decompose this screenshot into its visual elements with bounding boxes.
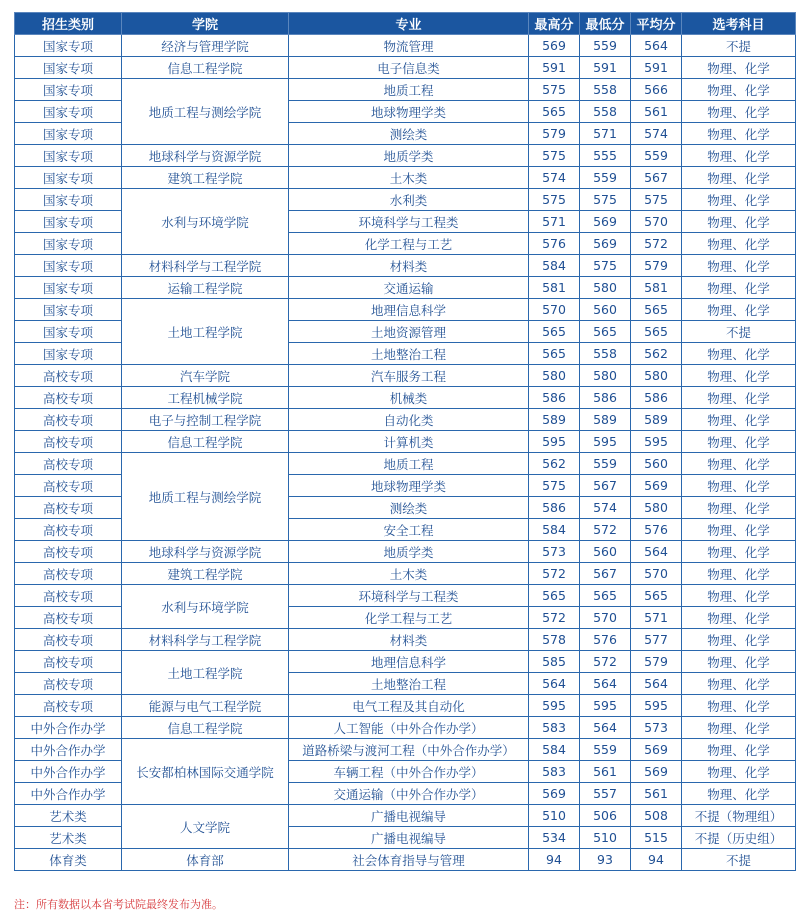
header-college: 学院 (122, 13, 289, 35)
table-row (15, 453, 796, 475)
college-cell: 电子与控制工程学院 (122, 409, 289, 431)
subjects-cell: 物理、化学 (682, 585, 796, 607)
avg-score-cell: 567 (631, 167, 682, 189)
max-score-cell: 586 (529, 497, 580, 519)
subjects-cell: 物理、化学 (682, 79, 796, 101)
avg-score-cell: 564 (631, 35, 682, 57)
college-cell: 地球科学与资源学院 (122, 145, 289, 167)
footnote: 注：所有数据以本省考试院最终发布为准。 (14, 898, 223, 911)
college-cell: 信息工程学院 (122, 57, 289, 79)
max-score-cell: 585 (529, 651, 580, 673)
avg-score-cell: 579 (631, 255, 682, 277)
subjects-cell: 物理、化学 (682, 189, 796, 211)
category-cell: 国家专项 (15, 321, 122, 343)
category-cell: 中外合作办学 (15, 783, 122, 805)
subjects-cell: 物理、化学 (682, 431, 796, 453)
college-cell: 汽车学院 (122, 365, 289, 387)
max-score-cell: 595 (529, 695, 580, 717)
subjects-cell: 不提 (682, 35, 796, 57)
header-major: 专业 (289, 13, 529, 35)
table-row (15, 849, 796, 871)
avg-score-cell: 564 (631, 673, 682, 695)
table-header-row (15, 13, 796, 35)
subjects-cell: 物理、化学 (682, 717, 796, 739)
major-cell: 测绘类 (289, 123, 529, 145)
major-cell: 环境科学与工程类 (289, 585, 529, 607)
major-cell: 道路桥梁与渡河工程（中外合作办学） (289, 739, 529, 761)
college-cell: 运输工程学院 (122, 277, 289, 299)
category-cell: 高校专项 (15, 453, 122, 475)
major-cell: 物流管理 (289, 35, 529, 57)
subjects-cell: 物理、化学 (682, 739, 796, 761)
subjects-cell: 物理、化学 (682, 57, 796, 79)
avg-score-cell: 565 (631, 585, 682, 607)
avg-score-cell: 565 (631, 321, 682, 343)
category-cell: 艺术类 (15, 827, 122, 849)
category-cell: 国家专项 (15, 299, 122, 321)
subjects-cell: 物理、化学 (682, 673, 796, 695)
category-cell: 高校专项 (15, 387, 122, 409)
category-cell: 国家专项 (15, 189, 122, 211)
min-score-cell: 580 (580, 365, 631, 387)
min-score-cell: 591 (580, 57, 631, 79)
table-body (15, 35, 796, 871)
major-cell: 土地整治工程 (289, 673, 529, 695)
table-row (15, 541, 796, 563)
table-row (15, 409, 796, 431)
major-cell: 社会体育指导与管理 (289, 849, 529, 871)
avg-score-cell: 94 (631, 849, 682, 871)
max-score-cell: 570 (529, 299, 580, 321)
min-score-cell: 572 (580, 651, 631, 673)
category-cell: 国家专项 (15, 79, 122, 101)
max-score-cell: 565 (529, 585, 580, 607)
min-score-cell: 555 (580, 145, 631, 167)
major-cell: 安全工程 (289, 519, 529, 541)
avg-score-cell: 561 (631, 783, 682, 805)
category-cell: 国家专项 (15, 233, 122, 255)
avg-score-cell: 572 (631, 233, 682, 255)
min-score-cell: 589 (580, 409, 631, 431)
avg-score-cell: 566 (631, 79, 682, 101)
avg-score-cell: 515 (631, 827, 682, 849)
category-cell: 高校专项 (15, 475, 122, 497)
max-score-cell: 565 (529, 321, 580, 343)
max-score-cell: 584 (529, 519, 580, 541)
college-cell: 土地工程学院 (122, 651, 289, 695)
college-cell: 长安都柏林国际交通学院 (122, 739, 289, 805)
category-cell: 高校专项 (15, 563, 122, 585)
college-cell: 水利与环境学院 (122, 585, 289, 629)
max-score-cell: 94 (529, 849, 580, 871)
max-score-cell: 565 (529, 343, 580, 365)
category-cell: 高校专项 (15, 541, 122, 563)
subjects-cell: 物理、化学 (682, 651, 796, 673)
avg-score-cell: 569 (631, 761, 682, 783)
college-cell: 经济与管理学院 (122, 35, 289, 57)
max-score-cell: 534 (529, 827, 580, 849)
min-score-cell: 559 (580, 739, 631, 761)
table-row (15, 57, 796, 79)
subjects-cell: 物理、化学 (682, 497, 796, 519)
avg-score-cell: 573 (631, 717, 682, 739)
category-cell: 中外合作办学 (15, 739, 122, 761)
college-cell: 地球科学与资源学院 (122, 541, 289, 563)
avg-score-cell: 569 (631, 475, 682, 497)
avg-score-cell: 571 (631, 607, 682, 629)
max-score-cell: 564 (529, 673, 580, 695)
table-row (15, 167, 796, 189)
max-score-cell: 586 (529, 387, 580, 409)
major-cell: 环境科学与工程类 (289, 211, 529, 233)
min-score-cell: 569 (580, 211, 631, 233)
max-score-cell: 572 (529, 563, 580, 585)
max-score-cell: 571 (529, 211, 580, 233)
max-score-cell: 589 (529, 409, 580, 431)
major-cell: 计算机类 (289, 431, 529, 453)
major-cell: 土木类 (289, 563, 529, 585)
max-score-cell: 584 (529, 255, 580, 277)
college-cell: 地质工程与测绘学院 (122, 453, 289, 541)
major-cell: 土地整治工程 (289, 343, 529, 365)
subjects-cell: 物理、化学 (682, 409, 796, 431)
subjects-cell: 物理、化学 (682, 563, 796, 585)
min-score-cell: 575 (580, 189, 631, 211)
max-score-cell: 575 (529, 145, 580, 167)
subjects-cell: 物理、化学 (682, 277, 796, 299)
category-cell: 国家专项 (15, 277, 122, 299)
category-cell: 高校专项 (15, 673, 122, 695)
subjects-cell: 物理、化学 (682, 299, 796, 321)
college-cell: 地质工程与测绘学院 (122, 79, 289, 145)
category-cell: 国家专项 (15, 57, 122, 79)
min-score-cell: 565 (580, 321, 631, 343)
avg-score-cell: 570 (631, 563, 682, 585)
max-score-cell: 575 (529, 475, 580, 497)
max-score-cell: 578 (529, 629, 580, 651)
min-score-cell: 510 (580, 827, 631, 849)
college-cell: 土地工程学院 (122, 299, 289, 365)
major-cell: 地球物理学类 (289, 475, 529, 497)
category-cell: 国家专项 (15, 123, 122, 145)
category-cell: 高校专项 (15, 695, 122, 717)
category-cell: 高校专项 (15, 365, 122, 387)
college-cell: 人文学院 (122, 805, 289, 849)
major-cell: 地质工程 (289, 453, 529, 475)
max-score-cell: 572 (529, 607, 580, 629)
max-score-cell: 584 (529, 739, 580, 761)
major-cell: 土地资源管理 (289, 321, 529, 343)
table-row (15, 629, 796, 651)
major-cell: 车辆工程（中外合作办学） (289, 761, 529, 783)
table-row (15, 695, 796, 717)
avg-score-cell: 559 (631, 145, 682, 167)
subjects-cell: 物理、化学 (682, 255, 796, 277)
min-score-cell: 586 (580, 387, 631, 409)
max-score-cell: 574 (529, 167, 580, 189)
max-score-cell: 581 (529, 277, 580, 299)
subjects-cell: 物理、化学 (682, 233, 796, 255)
min-score-cell: 557 (580, 783, 631, 805)
table-row (15, 365, 796, 387)
category-cell: 高校专项 (15, 431, 122, 453)
min-score-cell: 559 (580, 167, 631, 189)
table-row (15, 431, 796, 453)
category-cell: 高校专项 (15, 497, 122, 519)
major-cell: 电气工程及其自动化 (289, 695, 529, 717)
header-max-score: 最高分 (529, 13, 580, 35)
major-cell: 广播电视编导 (289, 827, 529, 849)
subjects-cell: 物理、化学 (682, 387, 796, 409)
college-cell: 工程机械学院 (122, 387, 289, 409)
max-score-cell: 562 (529, 453, 580, 475)
min-score-cell: 559 (580, 35, 631, 57)
avg-score-cell: 591 (631, 57, 682, 79)
min-score-cell: 569 (580, 233, 631, 255)
avg-score-cell: 574 (631, 123, 682, 145)
table-row (15, 35, 796, 57)
major-cell: 广播电视编导 (289, 805, 529, 827)
min-score-cell: 560 (580, 299, 631, 321)
min-score-cell: 595 (580, 431, 631, 453)
table-row (15, 255, 796, 277)
major-cell: 测绘类 (289, 497, 529, 519)
min-score-cell: 580 (580, 277, 631, 299)
avg-score-cell: 580 (631, 365, 682, 387)
avg-score-cell: 564 (631, 541, 682, 563)
avg-score-cell: 580 (631, 497, 682, 519)
college-cell: 建筑工程学院 (122, 563, 289, 585)
major-cell: 地质学类 (289, 541, 529, 563)
table-row (15, 79, 796, 101)
table-row (15, 189, 796, 211)
avg-score-cell: 565 (631, 299, 682, 321)
avg-score-cell: 575 (631, 189, 682, 211)
avg-score-cell: 589 (631, 409, 682, 431)
max-score-cell: 580 (529, 365, 580, 387)
college-cell: 信息工程学院 (122, 431, 289, 453)
header-category: 招生类别 (15, 13, 122, 35)
major-cell: 机械类 (289, 387, 529, 409)
subjects-cell: 物理、化学 (682, 761, 796, 783)
table-row (15, 277, 796, 299)
category-cell: 中外合作办学 (15, 761, 122, 783)
max-score-cell: 583 (529, 717, 580, 739)
major-cell: 交通运输 (289, 277, 529, 299)
table-row (15, 299, 796, 321)
major-cell: 汽车服务工程 (289, 365, 529, 387)
table-row (15, 145, 796, 167)
table-row (15, 739, 796, 761)
major-cell: 交通运输（中外合作办学） (289, 783, 529, 805)
avg-score-cell: 569 (631, 739, 682, 761)
category-cell: 高校专项 (15, 585, 122, 607)
max-score-cell: 595 (529, 431, 580, 453)
avg-score-cell: 595 (631, 695, 682, 717)
subjects-cell: 物理、化学 (682, 629, 796, 651)
category-cell: 国家专项 (15, 211, 122, 233)
min-score-cell: 572 (580, 519, 631, 541)
major-cell: 地球物理学类 (289, 101, 529, 123)
min-score-cell: 560 (580, 541, 631, 563)
subjects-cell: 物理、化学 (682, 695, 796, 717)
min-score-cell: 561 (580, 761, 631, 783)
college-cell: 体育部 (122, 849, 289, 871)
table-row (15, 387, 796, 409)
college-cell: 水利与环境学院 (122, 189, 289, 255)
max-score-cell: 510 (529, 805, 580, 827)
category-cell: 高校专项 (15, 651, 122, 673)
max-score-cell: 569 (529, 35, 580, 57)
min-score-cell: 558 (580, 79, 631, 101)
subjects-cell: 物理、化学 (682, 211, 796, 233)
subjects-cell: 物理、化学 (682, 101, 796, 123)
max-score-cell: 591 (529, 57, 580, 79)
category-cell: 国家专项 (15, 167, 122, 189)
subjects-cell: 物理、化学 (682, 453, 796, 475)
major-cell: 材料类 (289, 629, 529, 651)
subjects-cell: 物理、化学 (682, 541, 796, 563)
category-cell: 高校专项 (15, 409, 122, 431)
avg-score-cell: 579 (631, 651, 682, 673)
min-score-cell: 564 (580, 673, 631, 695)
category-cell: 高校专项 (15, 629, 122, 651)
min-score-cell: 570 (580, 607, 631, 629)
category-cell: 国家专项 (15, 343, 122, 365)
min-score-cell: 574 (580, 497, 631, 519)
subjects-cell: 物理、化学 (682, 519, 796, 541)
min-score-cell: 576 (580, 629, 631, 651)
major-cell: 化学工程与工艺 (289, 233, 529, 255)
major-cell: 化学工程与工艺 (289, 607, 529, 629)
subjects-cell: 不提（历史组） (682, 827, 796, 849)
avg-score-cell: 560 (631, 453, 682, 475)
min-score-cell: 559 (580, 453, 631, 475)
header-avg-score: 平均分 (631, 13, 682, 35)
subjects-cell: 不提 (682, 321, 796, 343)
table-row (15, 651, 796, 673)
subjects-cell: 物理、化学 (682, 145, 796, 167)
max-score-cell: 569 (529, 783, 580, 805)
header-min-score: 最低分 (580, 13, 631, 35)
major-cell: 地理信息科学 (289, 651, 529, 673)
min-score-cell: 565 (580, 585, 631, 607)
min-score-cell: 564 (580, 717, 631, 739)
college-cell: 信息工程学院 (122, 717, 289, 739)
subjects-cell: 物理、化学 (682, 783, 796, 805)
major-cell: 材料类 (289, 255, 529, 277)
major-cell: 人工智能（中外合作办学） (289, 717, 529, 739)
major-cell: 土木类 (289, 167, 529, 189)
subjects-cell: 物理、化学 (682, 607, 796, 629)
avg-score-cell: 576 (631, 519, 682, 541)
subjects-cell: 物理、化学 (682, 343, 796, 365)
category-cell: 国家专项 (15, 145, 122, 167)
min-score-cell: 571 (580, 123, 631, 145)
subjects-cell: 物理、化学 (682, 123, 796, 145)
admission-score-table (14, 12, 796, 871)
category-cell: 高校专项 (15, 519, 122, 541)
avg-score-cell: 586 (631, 387, 682, 409)
min-score-cell: 558 (580, 343, 631, 365)
category-cell: 国家专项 (15, 35, 122, 57)
major-cell: 地质学类 (289, 145, 529, 167)
min-score-cell: 595 (580, 695, 631, 717)
min-score-cell: 93 (580, 849, 631, 871)
category-cell: 体育类 (15, 849, 122, 871)
table-row (15, 563, 796, 585)
max-score-cell: 565 (529, 101, 580, 123)
max-score-cell: 576 (529, 233, 580, 255)
avg-score-cell: 570 (631, 211, 682, 233)
subjects-cell: 物理、化学 (682, 365, 796, 387)
max-score-cell: 575 (529, 189, 580, 211)
category-cell: 国家专项 (15, 255, 122, 277)
subjects-cell: 物理、化学 (682, 167, 796, 189)
avg-score-cell: 562 (631, 343, 682, 365)
table-row (15, 585, 796, 607)
college-cell: 建筑工程学院 (122, 167, 289, 189)
avg-score-cell: 577 (631, 629, 682, 651)
category-cell: 艺术类 (15, 805, 122, 827)
max-score-cell: 579 (529, 123, 580, 145)
min-score-cell: 558 (580, 101, 631, 123)
avg-score-cell: 561 (631, 101, 682, 123)
min-score-cell: 567 (580, 475, 631, 497)
category-cell: 国家专项 (15, 101, 122, 123)
subjects-cell: 不提（物理组） (682, 805, 796, 827)
max-score-cell: 575 (529, 79, 580, 101)
category-cell: 高校专项 (15, 607, 122, 629)
max-score-cell: 573 (529, 541, 580, 563)
major-cell: 地质工程 (289, 79, 529, 101)
avg-score-cell: 508 (631, 805, 682, 827)
avg-score-cell: 581 (631, 277, 682, 299)
college-cell: 材料科学与工程学院 (122, 629, 289, 651)
college-cell: 材料科学与工程学院 (122, 255, 289, 277)
major-cell: 地理信息科学 (289, 299, 529, 321)
avg-score-cell: 595 (631, 431, 682, 453)
header-subjects: 选考科目 (682, 13, 796, 35)
table-row (15, 717, 796, 739)
major-cell: 电子信息类 (289, 57, 529, 79)
category-cell: 中外合作办学 (15, 717, 122, 739)
table-row (15, 805, 796, 827)
major-cell: 自动化类 (289, 409, 529, 431)
college-cell: 能源与电气工程学院 (122, 695, 289, 717)
subjects-cell: 物理、化学 (682, 475, 796, 497)
min-score-cell: 575 (580, 255, 631, 277)
max-score-cell: 583 (529, 761, 580, 783)
min-score-cell: 506 (580, 805, 631, 827)
subjects-cell: 不提 (682, 849, 796, 871)
major-cell: 水利类 (289, 189, 529, 211)
min-score-cell: 567 (580, 563, 631, 585)
